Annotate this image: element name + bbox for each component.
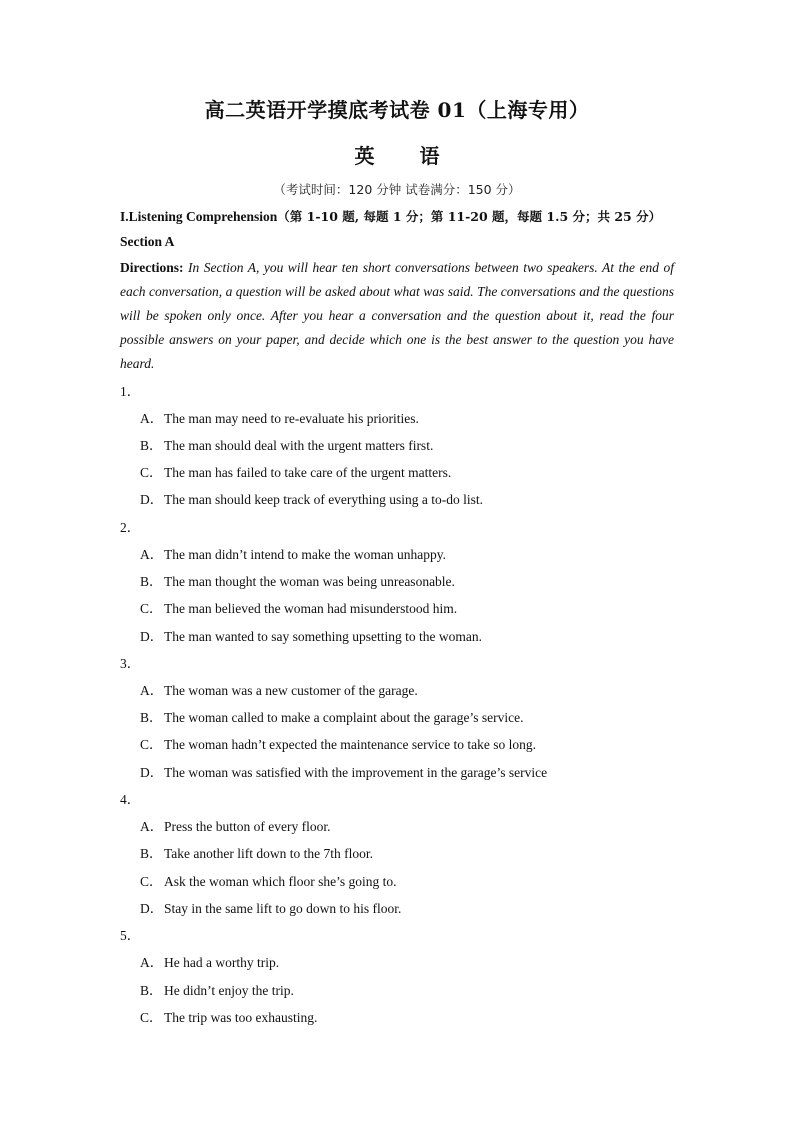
option-text: The man has failed to take care of the urgent matters. xyxy=(164,465,452,480)
option-letter: D． xyxy=(140,901,164,916)
question-number-2: 2． xyxy=(120,520,141,535)
question-1-option-b[interactable] xyxy=(140,434,433,454)
option-text: The man should keep track of everything using a to-do list. xyxy=(164,492,484,507)
option-text: Press the button of every floor. xyxy=(164,819,331,834)
part-scoring: （第 1-10 题, 每题 1 分；第 11-20 题，每题 1.5 分；共 25 分） xyxy=(277,209,662,224)
question-1-option-c[interactable] xyxy=(140,461,451,481)
option-letter: D． xyxy=(140,765,164,780)
question-number-3: 3． xyxy=(120,656,141,671)
part-name: I.Listening Comprehension xyxy=(120,209,278,224)
option-letter: C． xyxy=(140,737,163,752)
option-letter: B． xyxy=(140,710,163,725)
question-4-option-c[interactable] xyxy=(140,870,396,890)
option-letter: B． xyxy=(140,574,163,589)
directions-label: Directions: xyxy=(120,260,184,275)
question-2-option-c[interactable] xyxy=(140,597,457,617)
question-3-option-d[interactable] xyxy=(140,761,547,781)
part-heading xyxy=(120,207,661,225)
option-text: The trip was too exhausting. xyxy=(164,1010,318,1025)
option-text: The woman hadn’t expected the maintenance service to take so long. xyxy=(164,737,536,752)
option-letter: D． xyxy=(140,629,164,644)
question-2-option-a[interactable] xyxy=(140,543,446,563)
option-text: The man should deal with the urgent matters first. xyxy=(164,438,434,453)
question-2-option-d[interactable] xyxy=(140,625,482,645)
option-letter: B． xyxy=(140,846,163,861)
option-letter: D． xyxy=(140,492,164,507)
option-letter: C． xyxy=(140,465,163,480)
option-letter: A． xyxy=(140,547,164,562)
question-number-1: 1． xyxy=(120,384,141,399)
question-1-option-d[interactable] xyxy=(140,488,483,508)
question-4-option-d[interactable] xyxy=(140,897,401,917)
question-5-option-c[interactable] xyxy=(140,1006,317,1026)
option-letter: A． xyxy=(140,683,164,698)
option-letter: C． xyxy=(140,874,163,889)
directions-text: In Section A, you will hear ten short conversations between two speakers. At the end of each conversation, a question will be asked about what was said. The conversations and the questions will be spoken only once. After you hear a conversation and the question about it, read the four possible answers on your paper, and decide which one is the best answer to the question you have heard. xyxy=(120,260,675,371)
option-text: The man may need to re-evaluate his priorities. xyxy=(164,411,419,426)
exam-info: （考试时间：120 分钟 试卷满分：150 分） xyxy=(273,182,521,197)
option-text: The man thought the woman was being unreasonable. xyxy=(164,574,455,589)
option-text: The man didn’t intend to make the woman unhappy. xyxy=(164,547,446,562)
option-letter: C． xyxy=(140,601,163,616)
question-number-4: 4． xyxy=(120,792,141,807)
section-heading: Section A xyxy=(120,234,175,249)
option-text: Take another lift down to the 7th floor. xyxy=(164,846,374,861)
question-4-option-b[interactable] xyxy=(140,842,373,862)
option-text: Stay in the same lift to go down to his floor. xyxy=(164,901,402,916)
subject-heading: 英 语 xyxy=(354,144,440,168)
option-text: The man wanted to say something upsetting to the woman. xyxy=(164,629,482,644)
option-letter: B． xyxy=(140,983,163,998)
question-5-option-b[interactable] xyxy=(140,979,294,999)
option-text: The woman was satisfied with the improvement in the garage’s service xyxy=(164,765,548,780)
option-text: The woman was a new customer of the garage. xyxy=(164,683,418,698)
option-text: The woman called to make a complaint about the garage’s service. xyxy=(164,710,524,725)
question-4-option-a[interactable] xyxy=(140,815,330,835)
question-3-option-b[interactable] xyxy=(140,706,523,726)
question-5-option-a[interactable] xyxy=(140,951,279,971)
option-letter: A． xyxy=(140,955,164,970)
question-3-option-a[interactable] xyxy=(140,679,418,699)
exam-title: 高二英语开学摸底考试卷 01（上海专用） xyxy=(204,98,590,122)
question-number-5: 5． xyxy=(120,928,141,943)
question-1-option-a[interactable] xyxy=(140,407,419,427)
option-text: Ask the woman which floor she’s going to. xyxy=(164,874,397,889)
option-text: The man believed the woman had misunderstood him. xyxy=(164,601,458,616)
question-3-option-c[interactable] xyxy=(140,733,536,753)
option-text: He had a worthy trip. xyxy=(164,955,280,970)
option-letter: A． xyxy=(140,411,164,426)
option-letter: B． xyxy=(140,438,163,453)
directions-paragraph xyxy=(120,256,674,376)
question-2-option-b[interactable] xyxy=(140,570,455,590)
option-text: He didn’t enjoy the trip. xyxy=(164,983,294,998)
option-letter: A． xyxy=(140,819,164,834)
option-letter: C． xyxy=(140,1010,163,1025)
